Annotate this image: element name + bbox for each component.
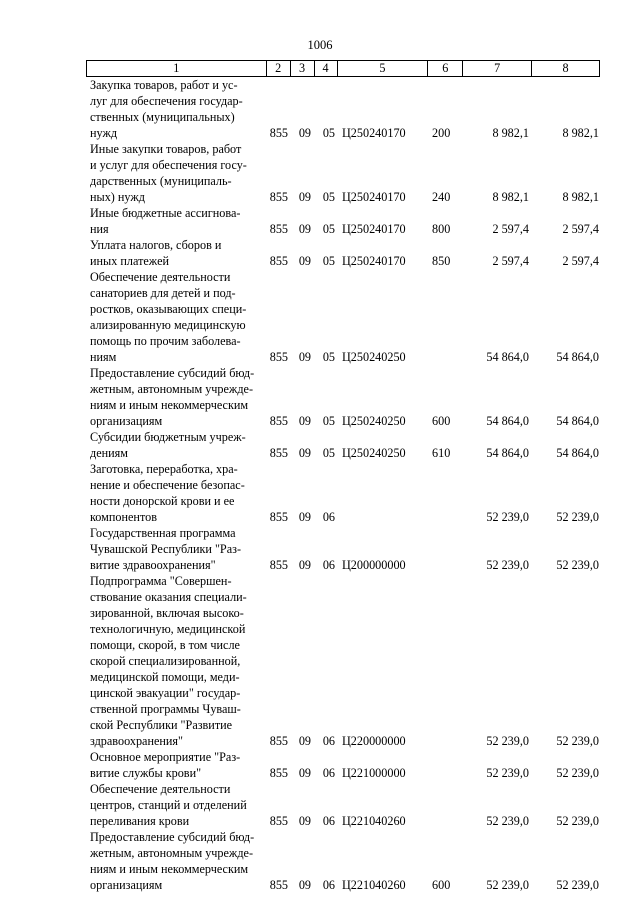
expense-type-code: 610	[432, 446, 451, 460]
amount-year-2: 54 864,0	[556, 446, 599, 460]
expense-type-code: 600	[432, 878, 451, 892]
row-name-line: помощь по прочим заболева-	[90, 334, 241, 348]
column-header: 6	[428, 61, 463, 76]
amount-year-2: 54 864,0	[556, 414, 599, 428]
row-name-line: Обеспечение деятельности	[90, 782, 231, 796]
row-name-line: Иные бюджетные ассигнова-	[90, 206, 241, 220]
row-name	[86, 525, 266, 573]
column-header: 2	[267, 61, 291, 76]
table-row	[86, 829, 600, 893]
row-name-line: скорой специализированной,	[90, 654, 241, 668]
row-name-line: Чувашской Республики "Раз-	[90, 542, 241, 556]
row-name-line: Уплата налогов, сборов и	[90, 238, 222, 252]
subsection-code: 06	[322, 814, 335, 828]
row-name-line: Закупка товаров, работ и ус-	[90, 78, 238, 92]
row-name-line: дарственных (муниципаль-	[90, 174, 232, 188]
amount-year-1: 52 239,0	[486, 814, 529, 828]
chapter-code: 855	[269, 254, 288, 268]
section-code: 09	[298, 222, 311, 236]
row-name-line: ниям	[90, 350, 117, 364]
target-article-code: Ц250240250	[342, 414, 406, 428]
row-name-line: Предоставление субсидий бюд-	[90, 366, 255, 380]
row-name	[86, 781, 266, 829]
row-name-line: Заготовка, переработка, хра-	[90, 462, 238, 476]
row-name-line: Основное мероприятие "Раз-	[90, 750, 241, 764]
target-article-code: Ц250240170	[342, 126, 406, 140]
row-name-line: ской Республики "Развитие	[90, 718, 233, 732]
row-name	[86, 77, 266, 141]
chapter-code: 855	[269, 414, 288, 428]
amount-year-1: 8 982,1	[492, 190, 529, 204]
row-name-line: ализированную медицинскую	[90, 318, 246, 332]
amount-year-1: 8 982,1	[492, 126, 529, 140]
row-name	[86, 573, 266, 749]
section-code: 09	[298, 254, 311, 268]
row-name-line: жетным, автономным учрежде-	[90, 846, 254, 860]
row-name-line: технологичную, медицинской	[90, 622, 246, 636]
amount-year-1: 52 239,0	[486, 734, 529, 748]
section-code: 09	[298, 510, 311, 524]
budget-table	[86, 60, 600, 893]
chapter-code: 855	[269, 222, 288, 236]
row-name-line: переливания крови	[90, 814, 190, 828]
table-row	[86, 429, 600, 461]
row-name-line: медицинской помощи, меди-	[90, 670, 240, 684]
target-article-code: Ц250240170	[342, 222, 406, 236]
row-name-line: цинской эвакуации" государ-	[90, 686, 241, 700]
row-name-line: ниям и иным некоммерческим	[90, 398, 249, 412]
subsection-code: 05	[322, 254, 335, 268]
target-article-code: Ц250240170	[342, 190, 406, 204]
table-row	[86, 573, 600, 749]
target-article-code: Ц221040260	[342, 878, 406, 892]
row-name-line: витие службы крови"	[90, 766, 202, 780]
row-name-line: ростков, оказывающих специ-	[90, 302, 247, 316]
row-name-line: Предоставление субсидий бюд-	[90, 830, 255, 844]
section-code: 09	[298, 734, 311, 748]
row-name	[86, 429, 266, 461]
table-header	[86, 60, 600, 77]
column-header: 4	[315, 61, 338, 76]
amount-year-2: 54 864,0	[556, 350, 599, 364]
row-name-line: центров, станций и отделений	[90, 798, 247, 812]
row-name-line: здравоохранения"	[90, 734, 184, 748]
section-code: 09	[298, 446, 311, 460]
section-code: 09	[298, 878, 311, 892]
amount-year-2: 52 239,0	[556, 878, 599, 892]
row-name-line: ственных (муниципальных)	[90, 110, 235, 124]
row-name-line: иных платежей	[90, 254, 169, 268]
chapter-code: 855	[269, 766, 288, 780]
row-name	[86, 205, 266, 237]
amount-year-2: 52 239,0	[556, 766, 599, 780]
chapter-code: 855	[269, 446, 288, 460]
subsection-code: 05	[322, 446, 335, 460]
row-name-line: Субсидии бюджетным учреж-	[90, 430, 246, 444]
chapter-code: 855	[269, 878, 288, 892]
row-name-line: луг для обеспечения государ-	[90, 94, 243, 108]
amount-year-2: 52 239,0	[556, 558, 599, 572]
amount-year-2: 52 239,0	[556, 814, 599, 828]
section-code: 09	[298, 350, 311, 364]
amount-year-1: 2 597,4	[492, 254, 529, 268]
row-name-line: витие здравоохранения"	[90, 558, 216, 572]
amount-year-2: 2 597,4	[562, 222, 599, 236]
table-row	[86, 269, 600, 365]
target-article-code: Ц250240250	[342, 350, 406, 364]
target-article-code: Ц250240170	[342, 254, 406, 268]
table-row	[86, 525, 600, 573]
section-code: 09	[298, 190, 311, 204]
target-article-code: Ц221000000	[342, 766, 406, 780]
row-name	[86, 365, 266, 429]
chapter-code: 855	[269, 350, 288, 364]
expense-type-code: 200	[432, 126, 451, 140]
row-name	[86, 749, 266, 781]
row-name-line: и услуг для обеспечения госу-	[90, 158, 247, 172]
subsection-code: 06	[322, 878, 335, 892]
row-name-line: Обеспечение деятельности	[90, 270, 231, 284]
amount-year-1: 54 864,0	[486, 350, 529, 364]
subsection-code: 05	[322, 222, 335, 236]
table-row	[86, 205, 600, 237]
row-name-line: ности донорской крови и ее	[90, 494, 235, 508]
row-name	[86, 141, 266, 205]
amount-year-1: 52 239,0	[486, 558, 529, 572]
row-name-line: нужд	[90, 126, 118, 140]
section-code: 09	[298, 126, 311, 140]
row-name-line: санаториев для детей и под-	[90, 286, 236, 300]
section-code: 09	[298, 766, 311, 780]
row-name-line: ствование оказания специали-	[90, 590, 247, 604]
row-name	[86, 829, 266, 893]
expense-type-code: 240	[432, 190, 451, 204]
expense-type-code: 800	[432, 222, 451, 236]
page-number: 1006	[307, 38, 333, 52]
subsection-code: 06	[322, 766, 335, 780]
amount-year-2: 52 239,0	[556, 734, 599, 748]
amount-year-1: 52 239,0	[486, 766, 529, 780]
table-row	[86, 77, 600, 141]
amount-year-2: 2 597,4	[562, 254, 599, 268]
amount-year-1: 54 864,0	[486, 414, 529, 428]
chapter-code: 855	[269, 558, 288, 572]
amount-year-1: 52 239,0	[486, 878, 529, 892]
target-article-code: Ц250240250	[342, 446, 406, 460]
row-name-line: Государственная программа	[90, 526, 236, 540]
subsection-code: 06	[322, 734, 335, 748]
chapter-code: 855	[269, 190, 288, 204]
subsection-code: 06	[322, 558, 335, 572]
row-name-line: зированной, включая высоко-	[90, 606, 244, 620]
section-code: 09	[298, 814, 311, 828]
table-body	[86, 77, 600, 893]
target-article-code: Ц220000000	[342, 734, 406, 748]
section-code: 09	[298, 558, 311, 572]
row-name-line: нение и обеспечение безопас-	[90, 478, 245, 492]
target-article-code: Ц200000000	[342, 558, 406, 572]
chapter-code: 855	[269, 126, 288, 140]
row-name-line: Иные закупки товаров, работ	[90, 142, 242, 156]
row-name-line: жетным, автономным учрежде-	[90, 382, 254, 396]
subsection-code: 05	[322, 350, 335, 364]
expense-type-code: 850	[432, 254, 451, 268]
column-header: 1	[87, 61, 267, 76]
chapter-code: 855	[269, 814, 288, 828]
subsection-code: 06	[322, 510, 335, 524]
row-name-line: компонентов	[90, 510, 157, 524]
row-name-line: организациям	[90, 878, 163, 892]
table-row	[86, 237, 600, 269]
column-header: 8	[532, 61, 600, 76]
amount-year-1: 2 597,4	[492, 222, 529, 236]
subsection-code: 05	[322, 126, 335, 140]
amount-year-2: 8 982,1	[562, 126, 599, 140]
chapter-code: 855	[269, 734, 288, 748]
row-name-line: Подпрограмма "Совершен-	[90, 574, 232, 588]
column-header: 7	[463, 61, 532, 76]
table-row	[86, 749, 600, 781]
column-header: 5	[338, 61, 429, 76]
row-name-line: организациям	[90, 414, 163, 428]
expense-type-code: 600	[432, 414, 451, 428]
target-article-code: Ц221040260	[342, 814, 406, 828]
table-row	[86, 461, 600, 525]
row-name-line: ниям и иным некоммерческим	[90, 862, 249, 876]
table-row	[86, 781, 600, 829]
row-name	[86, 269, 266, 365]
row-name-line: дениям	[90, 446, 128, 460]
table-row	[86, 365, 600, 429]
column-header: 3	[291, 61, 315, 76]
amount-year-2: 8 982,1	[562, 190, 599, 204]
amount-year-1: 54 864,0	[486, 446, 529, 460]
row-name-line: ния	[90, 222, 109, 236]
table-row	[86, 141, 600, 205]
row-name-line: помощи, скорой, в том числе	[90, 638, 240, 652]
subsection-code: 05	[322, 414, 335, 428]
row-name	[86, 461, 266, 525]
amount-year-1: 52 239,0	[486, 510, 529, 524]
amount-year-2: 52 239,0	[556, 510, 599, 524]
row-name-line: ных) нужд	[90, 190, 145, 204]
chapter-code: 855	[269, 510, 288, 524]
row-name-line: ственной программы Чуваш-	[90, 702, 241, 716]
subsection-code: 05	[322, 190, 335, 204]
section-code: 09	[298, 414, 311, 428]
row-name	[86, 237, 266, 269]
